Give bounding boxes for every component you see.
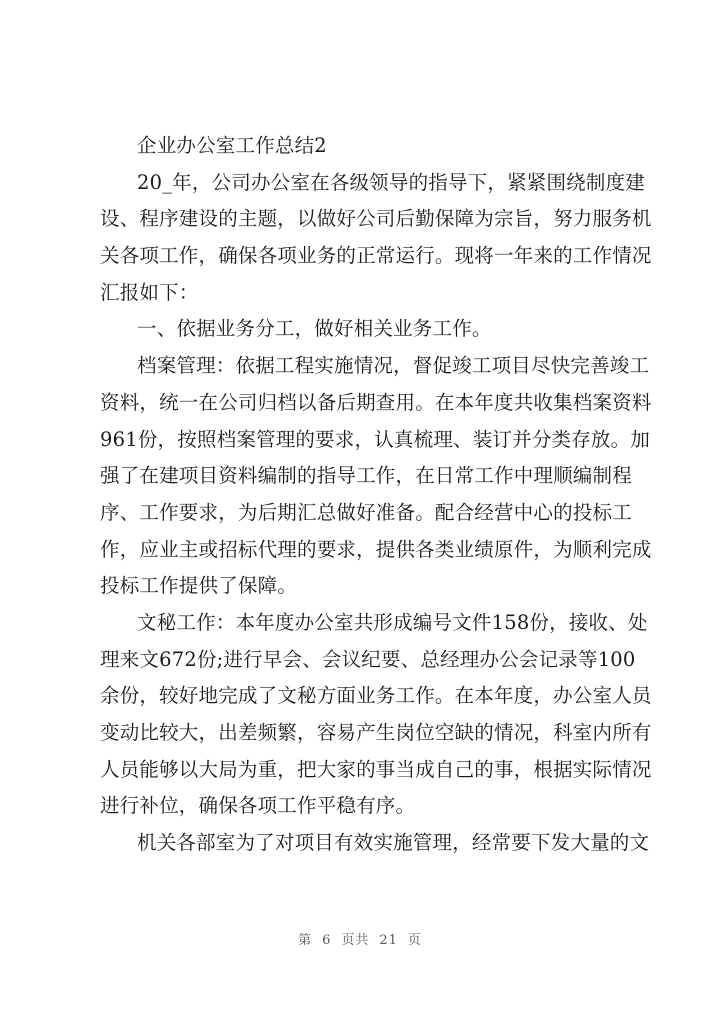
paragraph-secretarial [100, 605, 652, 825]
document-body [100, 128, 652, 862]
paragraph-line: 序、工作要求，为后期汇总做好准备。配合经营中心的投标工 [100, 500, 632, 524]
paragraph-line: 进行补位，确保各项工作平稳有序。 [100, 794, 416, 818]
paragraph-line: 资料，统一在公司归档以备后期查用。在本年度共收集档案资料 [100, 390, 652, 414]
paragraph-line: 设、程序建设的主题，以做好公司后勤保障为宗旨，努力服务机 [100, 207, 652, 231]
paragraph-line: 汇报如下： [100, 280, 199, 304]
paragraph-line: 变动比较大，出差频繁，容易产生岗位空缺的情况，科室内所有 [100, 721, 652, 744]
paragraph-line: 投标工作提供了保障。 [100, 574, 298, 598]
paragraph-line: 961份，按照档案管理的要求，认真梳理、装订并分类存放。加 [100, 427, 651, 451]
footer-current-page: 6 [322, 933, 332, 948]
paragraph-line: 理来文672份;进行早会、会议纪要、总经理办公会记录等100 [100, 647, 636, 671]
paragraph-line: 一、依据业务分工，做好相关业务工作。 [137, 317, 492, 341]
paragraph-line: 余份，较好地完成了文秘方面业务工作。在本年度，办公室人员 [100, 684, 652, 708]
section-heading [100, 311, 640, 348]
paragraph-line: 人员能够以大局为重，把大家的事当成自己的事，根据实际情况 [100, 757, 652, 781]
paragraph-archives [100, 348, 652, 605]
page-footer [0, 929, 720, 948]
paragraph-line: 机关各部室为了对项目有效实施管理，经常要下发大量的文 [137, 831, 650, 855]
footer-middle: 页共 [341, 933, 370, 948]
paragraph-intro [100, 165, 652, 312]
paragraph-line: 档案管理：依据工程实施情况，督促竣工项目尽快完善竣工 [137, 354, 650, 378]
paragraph-departments [100, 825, 650, 862]
footer-suffix: 页 [407, 933, 422, 948]
paragraph-line: 20_年，公司办公室在各级领导的指导下，紧紧围绕制度建 [137, 170, 645, 194]
paragraph-line: 强了在建项目资料编制的指导工作，在日常工作中理顺编制程 [100, 464, 632, 488]
footer-prefix: 第 [298, 933, 313, 948]
paragraph-line: 作，应业主或招标代理的要求，提供各类业绩原件，为顺利完成 [100, 537, 652, 561]
footer-total-pages: 21 [379, 933, 398, 948]
document-title: 企业办公室工作总结2 [137, 134, 327, 157]
paragraph-line: 关各项工作，确保各项业务的正常运行。现将一年来的工作情况 [100, 244, 652, 268]
paragraph-line: 文秘工作：本年度办公室共形成编号文件158份，接收、处 [137, 610, 648, 634]
